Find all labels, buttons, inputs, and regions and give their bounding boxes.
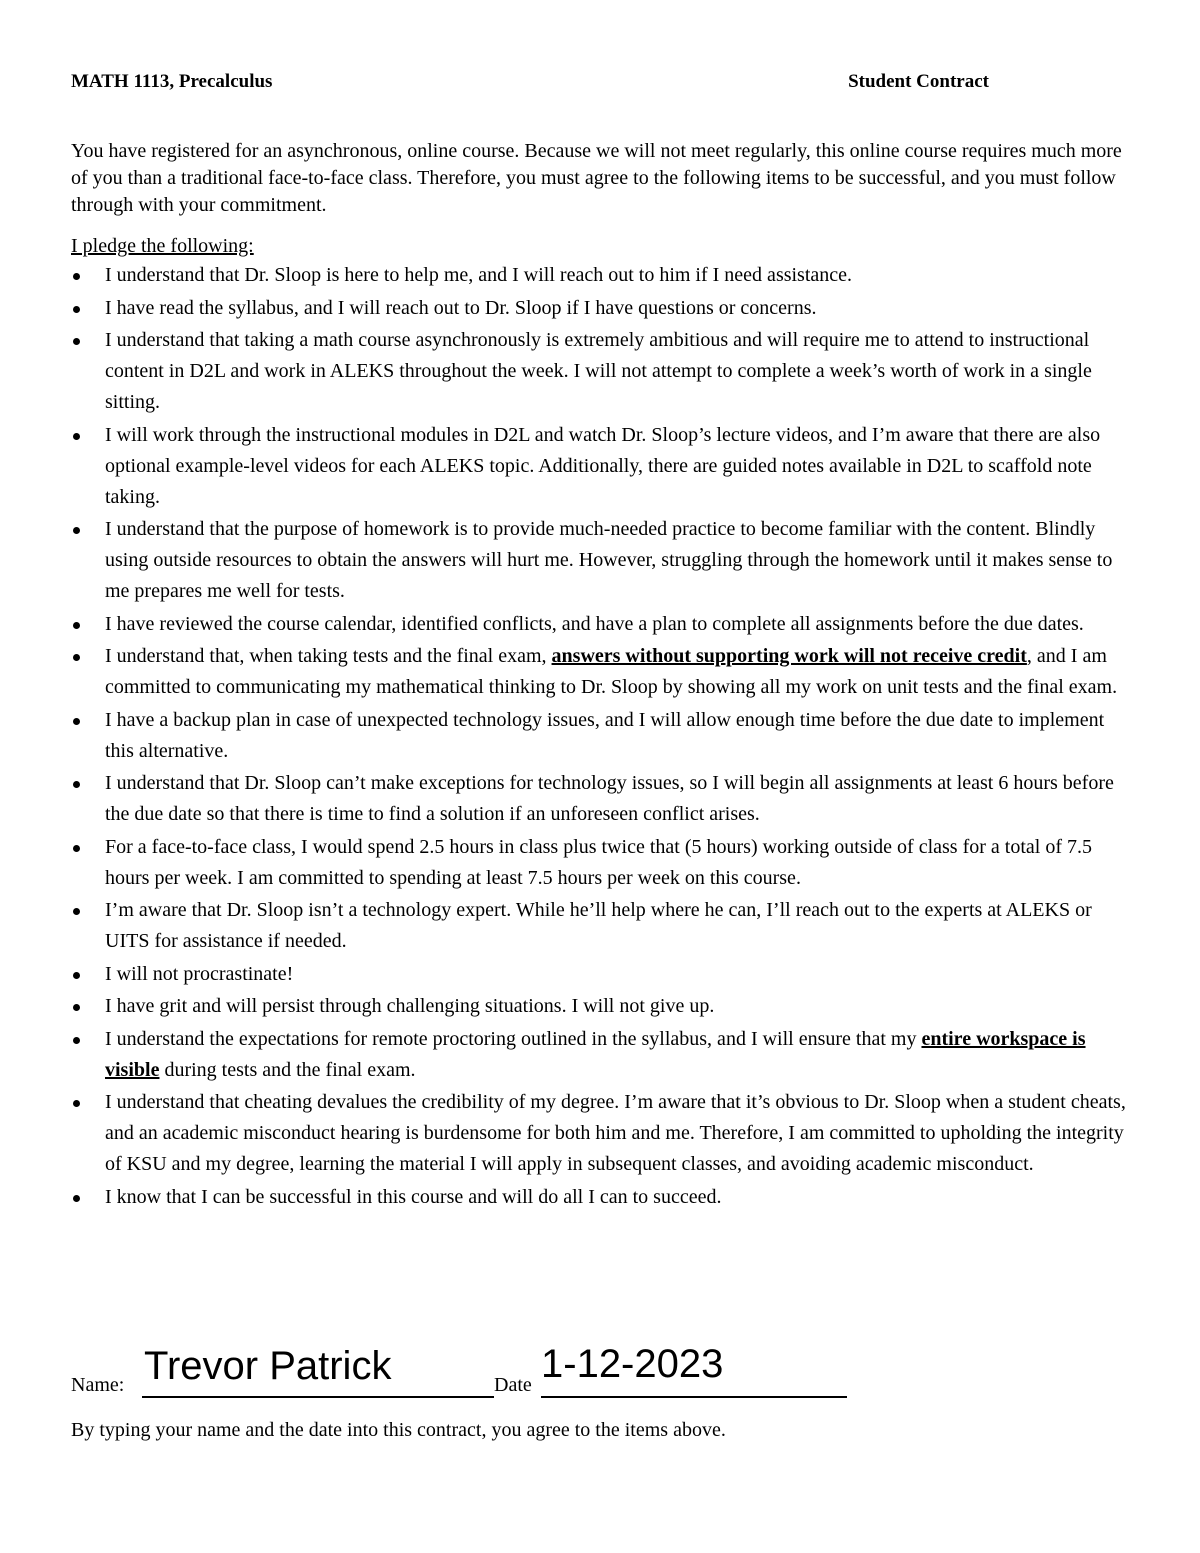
bullet-icon (73, 1100, 80, 1107)
signature-row (71, 1340, 871, 1402)
pledge-text: I’m aware that Dr. Sloop isn’t a technology expert. While he’ll help where he can, I’ll reach out to the experts at ALEKS or UITS for assistance if needed. (105, 899, 1092, 952)
pledge-heading: I pledge the following: (71, 235, 254, 257)
bullet-icon (73, 972, 80, 979)
bullet-icon (73, 527, 80, 534)
pledge-emphasis: answers without supporting work will not receive credit (551, 645, 1027, 667)
pledge-item (71, 1024, 1136, 1086)
bullet-icon (73, 1037, 80, 1044)
bullet-icon (73, 1195, 80, 1202)
agreement-note: By typing your name and the date into this contract, you agree to the items above. (71, 1419, 726, 1441)
bullet-icon (73, 273, 80, 280)
pledge-text: I understand that, when taking tests and the final exam, (105, 645, 552, 667)
pledge-text: I understand that taking a math course asynchronously is extremely ambitious and will require me to attend to instructional content in D2L and work in ALEKS throughout the week. I will not attempt to complete a week’s worth of work in a single sitting. (105, 329, 1092, 413)
pledge-text: I understand that cheating devalues the credibility of my degree. I’m aware that it’s obvious to Dr. Sloop when a student cheats, and an academic misconduct hearing is burdensome for both him and me. Therefore, I am committed to upholding the integrity of KSU and my degree, learning the material I will apply in subsequent classes, and avoiding academic misconduct. (105, 1091, 1126, 1175)
pledge-text: I have a backup plan in case of unexpected technology issues, and I will allow enough time before the due date to implement this alternative. (105, 708, 1105, 762)
pledge-item (71, 293, 1136, 324)
pledge-text: I understand that the purpose of homework is to provide much-needed practice to become familiar with the content. Blindly using outside resources to obtain the answers will hurt me. However, struggling through the homework until it makes sense to me prepares me well for tests. (105, 518, 1113, 602)
pledge-text-continued: during tests and the final exam. (159, 1058, 416, 1081)
pledge-emphasis: entire workspace is visible (105, 1027, 1086, 1081)
bullet-icon (73, 1004, 80, 1011)
pledge-item (71, 768, 1136, 830)
pledge-text: I understand the expectations for remote proctoring outlined in the syllabus, and I will ensure that my (105, 1027, 922, 1050)
pledge-item (71, 325, 1136, 418)
pledge-list (71, 260, 1136, 1214)
pledge-item (71, 641, 1136, 703)
course-title: MATH 1113, Precalculus (71, 71, 273, 92)
pledge-text: I will not procrastinate! (105, 962, 294, 985)
pledge-item (71, 832, 1136, 894)
bullet-icon (73, 338, 80, 345)
pledge-item (71, 959, 1136, 990)
pledge-item (71, 260, 1136, 291)
pledge-item (71, 991, 1136, 1022)
name-field-value[interactable]: Trevor Patrick (144, 1344, 392, 1388)
bullet-icon (73, 622, 80, 629)
pledge-item (71, 609, 1136, 640)
bullet-icon (73, 845, 80, 852)
pledge-text: I have read the syllabus, and I will reach out to Dr. Sloop if I have questions or concerns. (105, 296, 817, 319)
pledge-text: I have reviewed the course calendar, identified conflicts, and have a plan to complete all assignments before the due dates. (105, 612, 1084, 635)
name-field-line (142, 1396, 494, 1398)
bullet-icon (73, 654, 80, 661)
date-field-value[interactable]: 1-12-2023 (541, 1342, 724, 1386)
bullet-icon (73, 306, 80, 313)
pledge-item (71, 1087, 1136, 1180)
date-label: Date (494, 1374, 532, 1396)
pledge-text: I have grit and will persist through challenging situations. I will not give up. (105, 995, 715, 1017)
pledge-text: I understand that Dr. Sloop can’t make exceptions for technology issues, so I will begin all assignments at least 6 hours before the due date so that there is time to find a solution if an unforeseen conflict arises. (105, 772, 1114, 825)
pledge-item (71, 895, 1136, 957)
pledge-text: For a face-to-face class, I would spend 2.5 hours in class plus twice that (5 hours) working outside of class for a total of 7.5 hours per week. I am committed to spending at least 7.5 hours per week on this course. (105, 835, 1092, 889)
pledge-text: I will work through the instructional modules in D2L and watch Dr. Sloop’s lecture videos, and I’m aware that there are also optional example-level videos for each ALEKS topic. Additionally, there are guided notes available in D2L to scaffold note taking. (105, 423, 1101, 508)
document-title: Student Contract (848, 71, 989, 92)
pledge-item (71, 514, 1136, 607)
pledge-text-continued: , and I am committed to communicating my mathematical thinking to Dr. Sloop by showing all my work on unit tests and the final exam. (105, 645, 1118, 698)
bullet-icon (73, 433, 80, 440)
name-label: Name: (71, 1374, 125, 1396)
intro-paragraph: You have registered for an asynchronous, online course. Because we will not meet regularly, this online course requires much more of you than a traditional face-to-face class. Therefore, you must agree to the following items to be successful, and you must follow through with your commitment. (71, 140, 1122, 216)
pledge-item (71, 1182, 1136, 1213)
bullet-icon (73, 718, 80, 725)
date-field-line (541, 1396, 847, 1398)
pledge-item (71, 420, 1136, 513)
pledge-text: I understand that Dr. Sloop is here to help me, and I will reach out to him if I need assistance. (105, 264, 853, 286)
pledge-text: I know that I can be successful in this course and will do all I can to succeed. (105, 1185, 722, 1208)
pledge-item (71, 705, 1136, 767)
bullet-icon (73, 781, 80, 788)
bullet-icon (73, 908, 80, 915)
